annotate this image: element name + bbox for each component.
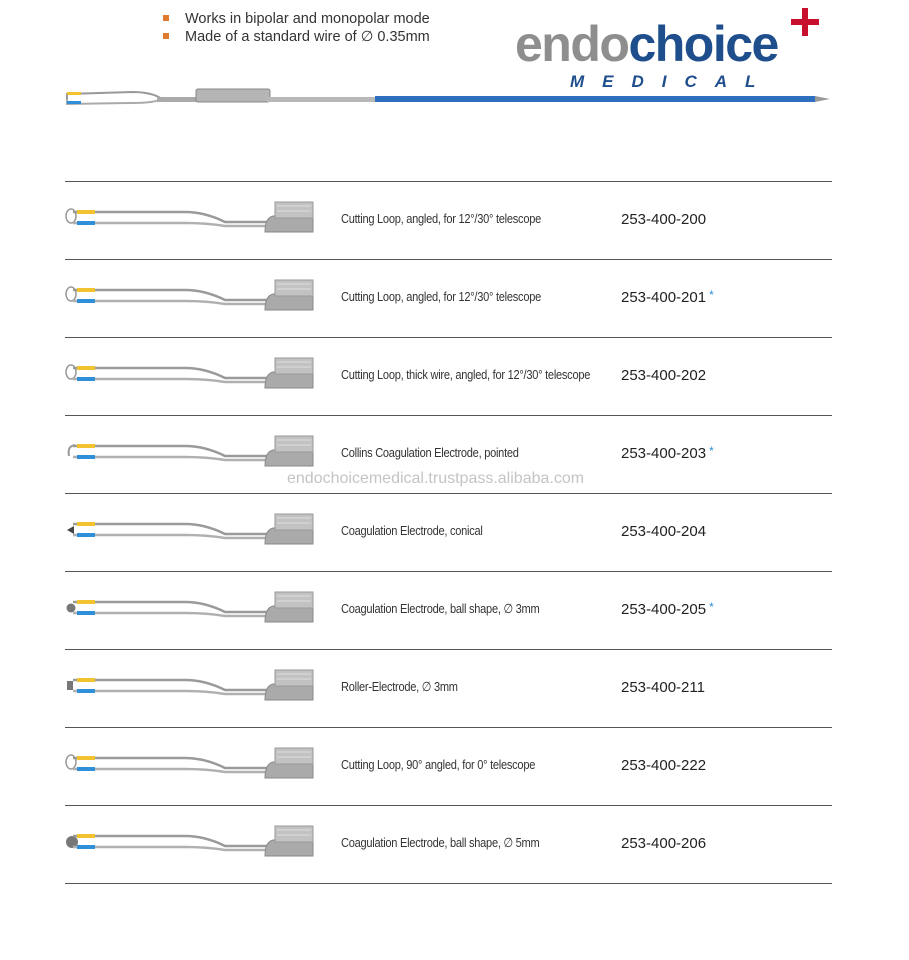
watermark-text: endochoicemedical.trustpass.alibaba.com xyxy=(287,470,585,487)
product-row xyxy=(65,493,832,570)
product-row xyxy=(65,727,832,804)
feature-text: Works in bipolar and monopolar mode xyxy=(185,11,430,27)
product-description: Cutting Loop, angled, for 12°/30° telescope xyxy=(341,211,541,226)
product-description: Roller-Electrode, ∅ 3mm xyxy=(341,679,458,694)
product-code: 253-400-203 xyxy=(621,445,707,462)
electrode-thumbnail-image xyxy=(65,664,315,713)
availability-star: * xyxy=(709,288,714,302)
product-code-cell xyxy=(621,600,714,618)
product-row xyxy=(65,181,832,258)
row-divider xyxy=(65,883,832,884)
electrode-hero-image xyxy=(62,82,837,116)
product-description: Cutting Loop, 90° angled, for 0° telescope xyxy=(341,757,536,772)
feature-list xyxy=(163,10,430,46)
product-row xyxy=(65,649,832,726)
feature-text: Made of a standard wire of ∅ 0.35mm xyxy=(185,29,430,45)
product-code: 253-400-206 xyxy=(621,835,707,852)
electrode-thumbnail-image xyxy=(65,430,315,479)
availability-star: * xyxy=(709,600,714,614)
product-description: Collins Coagulation Electrode, pointed xyxy=(341,445,519,460)
product-row xyxy=(65,571,832,648)
electrode-thumbnail-image xyxy=(65,742,315,791)
product-code: 253-400-204 xyxy=(621,523,707,540)
product-description: Coagulation Electrode, conical xyxy=(341,523,483,538)
product-description: Coagulation Electrode, ball shape, ∅ 5mm xyxy=(341,835,540,850)
product-code-cell xyxy=(621,444,714,462)
product-code-cell xyxy=(621,834,709,852)
product-code-cell xyxy=(621,522,709,540)
product-code-cell xyxy=(621,366,709,384)
electrode-thumbnail-image xyxy=(65,586,315,635)
product-code: 253-400-222 xyxy=(621,757,707,774)
product-code-cell xyxy=(621,678,708,696)
product-row xyxy=(65,805,832,882)
red-cross-icon xyxy=(791,8,819,36)
logo-wordmark xyxy=(515,14,778,74)
product-code: 253-400-205 xyxy=(621,601,707,618)
product-description: Cutting Loop, angled, for 12°/30° telescope xyxy=(341,289,541,304)
electrode-thumbnail-image xyxy=(65,352,315,401)
feature-item xyxy=(163,10,430,28)
product-code-cell xyxy=(621,210,709,228)
square-bullet-icon xyxy=(163,15,169,21)
logo-subtitle: MEDICAL xyxy=(570,72,774,91)
product-row xyxy=(65,337,832,414)
product-description: Coagulation Electrode, ball shape, ∅ 3mm xyxy=(341,601,540,616)
logo-word-endo: endo xyxy=(515,16,629,72)
product-code: 253-400-200 xyxy=(621,211,707,228)
electrode-thumbnail-image xyxy=(65,508,315,557)
availability-star: * xyxy=(709,444,714,458)
electrode-thumbnail-image xyxy=(65,196,315,245)
logo-word-choice: choice xyxy=(628,16,778,72)
product-code-cell xyxy=(621,756,709,774)
electrode-thumbnail-image xyxy=(65,820,315,869)
feature-item xyxy=(163,28,430,46)
electrode-thumbnail-image xyxy=(65,274,315,323)
product-code-cell xyxy=(621,288,714,306)
product-code: 253-400-201 xyxy=(621,289,707,306)
product-code: 253-400-202 xyxy=(621,367,707,384)
product-description: Cutting Loop, thick wire, angled, for 12°/30° telescope xyxy=(341,367,591,382)
square-bullet-icon xyxy=(163,33,169,39)
product-row xyxy=(65,259,832,336)
product-code: 253-400-211 xyxy=(621,679,705,696)
